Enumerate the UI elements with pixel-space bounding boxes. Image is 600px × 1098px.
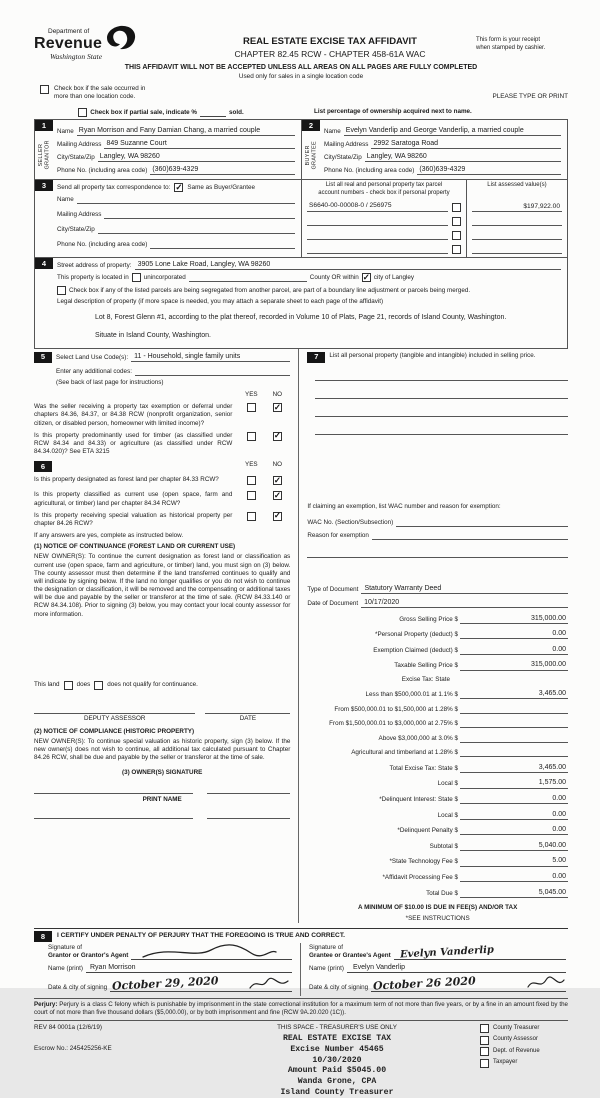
grantor-name-label: Name (print): [48, 965, 83, 973]
parcel-row: [307, 202, 461, 212]
wac-label: WAC No. (Section/Subsection): [307, 518, 394, 526]
deputy-assessor-label: DEPUTY ASSESSOR: [34, 713, 195, 723]
minimum-due-note: A MINIMUM OF $10.00 IS DUE IN FEE(S) AND/OR TAX: [358, 903, 518, 911]
same-as-buyer-checkbox[interactable]: [174, 183, 183, 192]
seller-name-label: Name: [57, 127, 74, 135]
footer-left: [34, 1024, 194, 1098]
land-qualify-line: [34, 681, 290, 690]
perjury-label: Perjury:: [34, 1001, 58, 1009]
sec6-q1-no-checkbox[interactable]: [273, 476, 282, 485]
sec5-question-row: [34, 403, 290, 428]
rev-form-number: REV 84 0001a (12/6/19): [34, 1024, 102, 1032]
parcel-row: [307, 231, 461, 240]
parcel-personal-checkbox[interactable]: [452, 245, 461, 254]
grantor-city-scribble: [248, 976, 290, 992]
seller-city-field[interactable]: Langley, WA 98260: [98, 152, 295, 162]
section5-badge: 5: [34, 352, 52, 363]
notice1-title: (1) NOTICE OF CONTINUANCE (FOREST LAND OR CURRENT USE): [34, 543, 236, 551]
sec5-q1-text: Was the seller receiving a property tax exemption or deferral under chapters 84.36, 84.37, or 84.38 RCW (nonprofit organization, senior citizen, or disabled person, homeowner with limited income)?: [34, 403, 233, 427]
dor-swirl-icon: [106, 25, 136, 55]
parcel-personal-checkbox[interactable]: [452, 217, 461, 226]
treasurer-stamp: REAL ESTATE EXCISE TAX Excise Number 45465 10/30/2020 Amount Paid $5045.00 Wanda Grone, CPA Island County Treasurer: [280, 1034, 394, 1097]
tax-amount-field[interactable]: 315,000.00: [460, 614, 568, 624]
county-assessor-checkbox[interactable]: [480, 1036, 489, 1045]
tax-row: *Delinquent Penalty $ 0.00: [397, 826, 566, 835]
buyer-mailing-field[interactable]: 2992 Saratoga Road: [371, 139, 561, 149]
parcel-row: [307, 245, 461, 254]
print-name-label: PRINT NAME: [142, 795, 182, 803]
sec6-q2-text: Is this property classified as current use (open space, farm and agricultural, or timber) land per chapter 84.34 RCW?: [34, 491, 233, 507]
parcel-header: List all real and personal property tax parcel account numbers - check box if personal property: [318, 182, 450, 196]
notice2-body: NEW OWNER(S): To continue special valuation as historic property, sign (3) below. If the new owner(s) does not wish to continue, all additional tax calculated pursuant to Chapter 84.26 RCW, shall be due and payable by the seller or transferor at the time of sale.: [34, 738, 291, 762]
tax-amount-field[interactable]: 3,465.00: [460, 689, 568, 699]
tax-amount-field[interactable]: [460, 748, 568, 757]
tax-row: Gross Selling Price $ 315,000.00: [399, 614, 566, 623]
corr-phone-label: Phone No. (including area code): [57, 241, 148, 249]
exemption-note: If claiming an exemption, list WAC number and reason for exemption:: [307, 502, 501, 510]
sec6-question-row: [34, 491, 290, 507]
seller-phone-label: Phone No. (including area code): [57, 167, 148, 175]
not-accepted-notice: THIS AFFIDAVIT WILL NOT BE ACCEPTED UNLESS ALL AREAS ON ALL PAGES ARE FULLY COMPLETED: [124, 64, 478, 72]
grantor-name-field[interactable]: Ryan Morrison: [86, 963, 292, 973]
tax-row: *State Technology Fee $ 5.00: [389, 857, 566, 866]
county-assessor-label: County Assessor: [493, 1036, 539, 1043]
correspondence-box: [35, 180, 301, 257]
form-subtitle: CHAPTER 82.45 RCW - CHAPTER 458-61A WAC: [234, 49, 426, 60]
tax-amount-field[interactable]: 0.00: [460, 794, 568, 804]
mid-columns: [34, 349, 568, 923]
assessed-values-header: List assessed value(s): [487, 182, 547, 189]
sec6-question-row: [34, 512, 290, 528]
tax-row: *Delinquent Interest: State $ 0.00: [379, 795, 566, 803]
seller-side-label: SELLER GRANTOR: [37, 140, 51, 170]
tax-row: Subtotal $ 5,040.00: [429, 841, 566, 850]
please-type-label: PLEASE TYPE OR PRINT: [492, 92, 568, 100]
assessed-value-field[interactable]: [472, 245, 562, 254]
parcel-personal-checkbox[interactable]: [452, 203, 461, 212]
single-location-note: Used only for sales in a single location code: [238, 73, 364, 81]
taxpayer-label: Taxpayer: [493, 1059, 518, 1066]
does-label: does: [76, 681, 91, 689]
buyer-phone-label: Phone No. (including area code): [324, 167, 415, 175]
personal-property-line[interactable]: [315, 372, 568, 381]
owner-sign-row: [34, 793, 290, 794]
reason-field[interactable]: [372, 531, 568, 540]
notice2-title: (2) NOTICE OF COMPLIANCE (HISTORIC PROPERTY): [34, 727, 195, 735]
personal-property-line[interactable]: [315, 408, 568, 417]
sec5-q2-no-checkbox[interactable]: [273, 432, 282, 441]
parcel-number-field[interactable]: [307, 231, 448, 240]
tax-amount-field[interactable]: 0.00: [460, 629, 568, 639]
tax-amount-field[interactable]: 1,575.00: [460, 778, 568, 788]
tax-row: Exemption Claimed (deduct) $ 0.00: [373, 645, 566, 654]
certify-statement: I CERTIFY UNDER PENALTY OF PERJURY THAT THE FOREGOING IS TRUE AND CORRECT.: [57, 932, 345, 940]
reason-extra-line[interactable]: [307, 549, 568, 558]
located-in-label: This property is located in: [57, 274, 129, 282]
corr-name-label: Name: [57, 196, 74, 204]
sec6-q3-no-checkbox[interactable]: [273, 512, 282, 521]
tax-row: From $1,500,000.01 to $3,000,000 at 2.75% $: [307, 719, 568, 728]
tax-row: Local $ 0.00: [437, 810, 566, 819]
tax-amount-field[interactable]: [460, 734, 568, 743]
deputy-assessor-sign-field[interactable]: [34, 704, 195, 713]
notice1-body: NEW OWNER(S): To continue the current designation as forest land or classification as current use (open space, farm and agriculture, or timber) land, you must sign on (3) below. The county assessor must then determine if the land transferred continues to qualify and will indicate by signing below. If the land no longer qualifies or you do not wish to continue the designation or classification, it will be removed and the compensating or additional taxes will be due and payable by the seller or transferor at the time of sale. (RCW 84.33.140 or RCW 84.34.108). Prior to signing (3) below, you may contact your local county assessor for more information.: [34, 553, 291, 618]
buyer-mailing-label: Mailing Address: [324, 140, 369, 148]
treasurer-stamp-area: [194, 1024, 480, 1098]
legal-description-label: Legal description of property (if more space is needed, you may attach a separate sheet to each page of the affidavit): [57, 298, 384, 306]
section4-badge: 4: [35, 258, 53, 269]
perjury-paragraph: [34, 998, 568, 1017]
tax-row: Above $3,000,000 at 3.0% $: [307, 734, 568, 743]
does-checkbox[interactable]: [64, 681, 73, 690]
sec5-q2-yes-checkbox[interactable]: [247, 432, 256, 441]
tax-amount-field[interactable]: [460, 719, 568, 728]
assessor-sign-row: [34, 704, 290, 723]
grantor-signature-scribble: [139, 943, 279, 961]
logo-revenue-label: Revenue: [34, 35, 103, 53]
dept-of-revenue-checkbox[interactable]: [480, 1047, 489, 1056]
taxpayer-checkbox[interactable]: [480, 1059, 489, 1068]
seller-phone-field[interactable]: (360)639-4329: [150, 165, 295, 175]
logo-dept-label: Department of: [48, 28, 90, 35]
tax-row: Local $ 1,575.00: [437, 779, 566, 788]
buyer-phone-field[interactable]: (360)639-4329: [417, 165, 561, 175]
section2-badge: 2: [302, 120, 320, 131]
segregated-checkbox[interactable]: [57, 286, 66, 295]
routing-checkboxes: [480, 1024, 568, 1098]
date-of-document-label: Date of Document: [307, 600, 359, 608]
seller-mailing-label: Mailing Address: [57, 140, 102, 148]
section3-badge: 3: [35, 180, 53, 191]
corr-city-field[interactable]: [98, 225, 295, 234]
reason-label: Reason for exemption: [307, 531, 369, 539]
seller-box: [35, 120, 301, 179]
tax-row: *Personal Property (deduct) $ 0.00: [375, 630, 566, 639]
treasurer-space-label: THIS SPACE - TREASURER'S USE ONLY: [277, 1024, 397, 1032]
grantee-city-scribble: [526, 976, 566, 992]
corr-phone-field[interactable]: [150, 240, 295, 249]
sec6-q1-text: Is this property designated as forest land per chapter 84.33 RCW?: [34, 476, 219, 484]
wac-field[interactable]: [396, 518, 568, 527]
partial-sale-label: Check box if partial sale, indicate %: [90, 108, 198, 116]
corr-name-field[interactable]: [77, 195, 295, 204]
sec6-q3-yes-checkbox[interactable]: [247, 512, 256, 521]
signature-halves: [34, 943, 568, 996]
grantee-sig-label2: Grantee or Grantee's Agent: [309, 952, 391, 960]
tax-amount-field[interactable]: 5,045.00: [460, 888, 568, 898]
legal-description-line1: Lot 8, Forest Glenn #1, according to the plat thereof, recorded in Volume 10 of Plats, Page 21, records of Island County, Washington.: [95, 313, 507, 321]
header: [34, 28, 568, 62]
left-column: [34, 349, 298, 923]
grantee-name-label: Name (print): [309, 965, 344, 973]
seller-mailing-field[interactable]: 849 Suzanne Court: [104, 139, 295, 149]
street-address-label: Street address of property:: [57, 262, 132, 270]
footer: [34, 1020, 568, 1098]
see-instructions-note: *SEE INSTRUCTIONS: [405, 914, 470, 922]
parcel-personal-checkbox[interactable]: [452, 231, 461, 240]
multi-location-label: Check box if the sale occurred in more than one location code.: [54, 84, 146, 100]
multi-location-checkbox[interactable]: [40, 85, 49, 94]
additional-codes-field[interactable]: [135, 367, 290, 376]
section8-certification: [34, 928, 568, 996]
if-yes-note: If any answers are yes, complete as instructed below.: [34, 532, 184, 540]
sec6-q2-no-checkbox[interactable]: [273, 491, 282, 500]
send-correspondence-label: Send all property tax correspondence to:: [57, 183, 171, 191]
receipt-note: [476, 28, 568, 52]
section7-badge: 7: [307, 352, 325, 363]
tax-row: Total Due $ 5,045.00: [426, 888, 566, 897]
county-treasurer-label: County Treasurer: [493, 1024, 540, 1031]
seller-city-label: City/State/Zip: [57, 154, 95, 162]
spacer: [307, 558, 568, 584]
tax-row: Taxable Selling Price $ 315,000.00: [394, 661, 566, 670]
personal-property-line[interactable]: [315, 390, 568, 399]
tax-amount-field[interactable]: 3,465.00: [460, 763, 568, 773]
section3-row: [34, 180, 568, 258]
section1-badge: 1: [35, 120, 53, 131]
assessed-value-field[interactable]: [472, 231, 562, 240]
buyer-name-field[interactable]: Evelyn Vanderlip and George Vanderlip, a married couple: [344, 126, 561, 136]
sec5-q1-yes-checkbox[interactable]: [247, 403, 256, 412]
county-treasurer-checkbox[interactable]: [480, 1024, 489, 1033]
tax-row: Total Excise Tax: State $ 3,465.00: [389, 763, 566, 772]
partial-sale-row: [34, 108, 568, 117]
owner-signature-field[interactable]: [207, 793, 291, 794]
grantor-sig-label2: Grantor or Grantor's Agent: [48, 952, 129, 960]
tax-amount-field[interactable]: 0.00: [460, 872, 568, 882]
grantee-signature-field[interactable]: Evelyn Vanderlip: [394, 944, 566, 960]
personal-property-line[interactable]: [315, 426, 568, 435]
dor-logo: [34, 28, 184, 62]
excise-tax-state-header: Excise Tax: State: [401, 675, 450, 683]
does-not-checkbox[interactable]: [94, 681, 103, 690]
tax-row: Less than $500,000.01 at 1.1% $ 3,465.00: [365, 690, 566, 699]
right-column: [298, 349, 568, 923]
sec6-question-row: [34, 476, 290, 487]
parcel-numbers-box: [301, 180, 466, 257]
corr-mailing-label: Mailing Address: [57, 211, 102, 219]
buyer-city-field[interactable]: Langley, WA 98260: [365, 152, 561, 162]
grantor-date-label: Date & city of signing: [48, 984, 108, 992]
spacer: [34, 619, 290, 677]
unincorporated-label: unincorporated: [143, 274, 186, 282]
street-address-field[interactable]: 3905 Lone Lake Road, Langley, WA 98260: [135, 260, 561, 270]
assessed-value-field[interactable]: [472, 217, 562, 226]
parties-row: [34, 119, 568, 180]
tax-amount-field[interactable]: 315,000.00: [460, 660, 568, 670]
owners-signature-title: (3) OWNER(S) SIGNATURE: [121, 768, 203, 776]
additional-codes-label: Enter any additional codes:: [56, 367, 132, 375]
land-use-field[interactable]: 11 - Household, single family units: [131, 352, 290, 362]
section4-property: [34, 258, 568, 348]
receipt-note-line1: This form is your receipt: [476, 37, 541, 43]
county-or-label: County OR within: [309, 274, 359, 282]
grantee-date-label: Date & city of signing: [309, 984, 369, 992]
sold-label: sold.: [229, 108, 244, 116]
dept-of-revenue-label: Dept. of Revenue: [493, 1047, 540, 1054]
sec6-q3-text: Is this property receiving special valuation as historical property per chapter 84.26 RCW?: [34, 511, 233, 527]
tax-amount-field[interactable]: [460, 705, 568, 714]
city-checkbox[interactable]: [362, 273, 371, 282]
sec6-q2-yes-checkbox[interactable]: [247, 491, 256, 500]
seller-name-field[interactable]: Ryan Morrison and Fany Damian Chang, a married couple: [77, 126, 295, 136]
tax-amount-field[interactable]: 0.00: [460, 645, 568, 655]
sec5-q2-text: Is this property predominantly used for timber (as classified under RCW 84.34 and 84.33) or agriculture (as classified under RCW 84.34.020)? See ETA 3215: [34, 431, 233, 456]
tax-row: From $500,000.01 to $1,500,000 at 1.28% $: [307, 705, 568, 714]
partial-sale-checkbox[interactable]: [78, 108, 87, 117]
personal-property-header: List all personal property (tangible and intangible) included in selling price.: [329, 351, 536, 359]
parcel-number-field[interactable]: [307, 245, 448, 254]
segregated-label: Check box if any of the listed parcels are being segregated from another parcel, are part of a boundary line adjustment or parcels being merged.: [69, 287, 471, 295]
land-use-label: Select Land Use Code(s):: [56, 353, 129, 361]
form-title: REAL ESTATE EXCISE TAX AFFIDAVIT: [242, 36, 417, 47]
date-of-document-field[interactable]: 10/17/2020: [361, 598, 568, 608]
grantor-signature-block: [34, 943, 301, 996]
assessed-values-box: [466, 180, 567, 257]
city-of-label: city of Langley: [373, 274, 415, 282]
tax-amount-field[interactable]: 5.00: [460, 856, 568, 866]
sec6-q1-yes-checkbox[interactable]: [247, 476, 256, 485]
buyer-side-label: BUYER GRANTEE: [304, 140, 318, 170]
assessor-date-label: DATE: [205, 713, 290, 723]
county-field[interactable]: [189, 273, 307, 282]
logo-state-label: Washington State: [50, 52, 103, 62]
buyer-city-label: City/State/Zip: [324, 154, 362, 162]
this-land-label: This land: [34, 681, 60, 689]
type-of-document-field[interactable]: Statutory Warranty Deed: [361, 584, 568, 594]
grantee-sig-label1: Signature of: [309, 944, 343, 952]
grantee-name-field[interactable]: Evelyn Vanderlip: [347, 963, 566, 973]
tax-row: *Affidavit Processing Fee $ 0.00: [382, 873, 566, 881]
unincorporated-checkbox[interactable]: [132, 273, 141, 282]
grantee-signature-block: [301, 943, 568, 996]
tax-amount-field[interactable]: 0.00: [460, 825, 568, 835]
receipt-note-line2: when stamped by cashier.: [476, 45, 546, 52]
legal-description-line2: Situate in Island County, Washington.: [95, 331, 211, 339]
buyer-box: [301, 120, 567, 179]
print-name-field[interactable]: [34, 818, 193, 819]
tax-row: Agricultural and timberland at 1.28% $: [307, 748, 568, 757]
sec5-yes-no-header: YES NO: [245, 391, 283, 399]
grantor-signature-field[interactable]: [131, 944, 292, 960]
assessed-value-field[interactable]: $197,922.00: [472, 203, 562, 213]
same-as-buyer-label: Same as Buyer/Grantee: [187, 183, 255, 191]
parcel-number-field[interactable]: [307, 217, 448, 226]
assessor-date-field[interactable]: [205, 704, 290, 713]
ownership-note: List percentage of ownership acquired next to name.: [314, 107, 472, 115]
section6-badge: 6: [34, 461, 52, 472]
tax-amount-field[interactable]: 5,040.00: [460, 841, 568, 851]
buyer-name-label: Name: [324, 127, 341, 135]
grantee-date-field[interactable]: October 26 2020: [371, 976, 566, 992]
sec6-yes-no-header: YES NO: [245, 461, 283, 469]
owner-signature-field[interactable]: [34, 793, 193, 794]
parcel-number-field[interactable]: S6640-00-00008-0 / 256975: [307, 202, 448, 212]
corr-city-label: City/State/Zip: [57, 226, 95, 234]
partial-percent-field[interactable]: [200, 116, 226, 117]
section8-badge: 8: [34, 931, 52, 942]
grantor-sig-label1: Signature of: [48, 944, 82, 952]
does-not-label: does not qualify for continuance.: [107, 681, 198, 689]
see-back-note: (See back of last page for instructions): [56, 378, 164, 386]
grantor-date-field[interactable]: October 29, 2020: [110, 976, 292, 992]
type-of-document-label: Type of Document: [307, 585, 359, 593]
sec5-question-row: [34, 432, 290, 457]
tax-amount-field[interactable]: 0.00: [460, 810, 568, 820]
print-name-field[interactable]: [207, 818, 291, 819]
parcel-row: [307, 217, 461, 226]
multi-location-row: [34, 85, 568, 101]
corr-mailing-field[interactable]: [104, 210, 295, 219]
title-block: [184, 28, 476, 60]
print-name-row: [34, 818, 290, 819]
escrow-number: Escrow No.: 245425256-KE: [34, 1045, 112, 1053]
sec5-q1-no-checkbox[interactable]: [273, 403, 282, 412]
perjury-text: Perjury is a class C felony which is punishable by imprisonment in the state correctional institution for a maximum term of not more than five years, or by a fine in an amount fixed by the court of not more than five thousand dollars ($5,000.00), or by both imprisonment and fine (RCW 9A.20.020 (1C)).: [34, 1001, 568, 1017]
spacer: [307, 435, 568, 503]
